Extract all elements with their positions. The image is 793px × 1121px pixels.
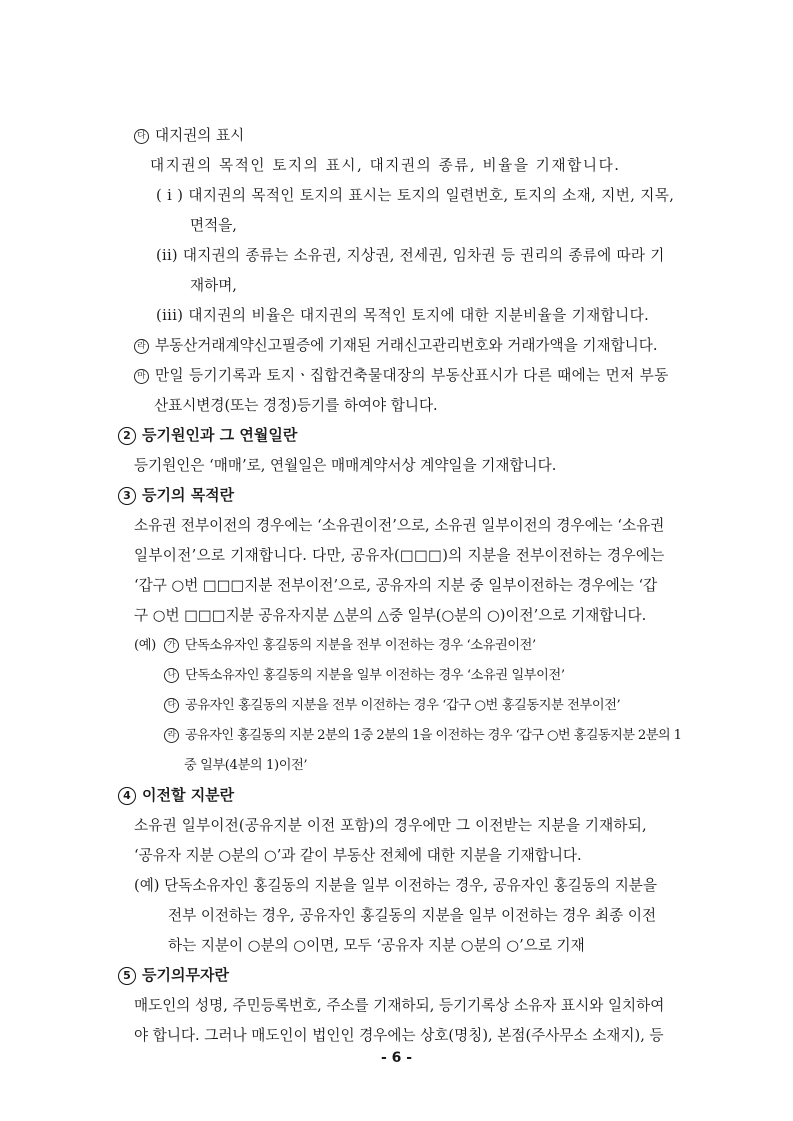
section-heading: 3 등기의 목적란 bbox=[118, 485, 234, 505]
body-text: ‘갑구 ○번 □□□지분 전부이전’으로, 공유자의 지분 중 일부이전하는 경우에는 ‘갑 bbox=[134, 577, 658, 594]
body-text: 소유권 일부이전(공유지분 이전 포함)의 경우에만 그 이전받는 지분을 기재하되, bbox=[134, 817, 647, 834]
body-text: (예) 단독소유자인 홍길동의 지분을 일부 이전하는 경우, 공유자인 홍길동의 지분을 bbox=[134, 877, 657, 894]
example-item: 라 공유자인 홍길동의 지분 2분의 1중 2분의 1을 이전하는 경우 ‘갑구 ○번 홍길동지분 2분의 1 bbox=[164, 726, 681, 746]
body-text: 대지권의 목적인 토지의 표시, 대지권의 종류, 비율을 기재합니다. bbox=[150, 157, 621, 174]
section-number: 5 bbox=[118, 967, 136, 985]
circled-marker: 마 bbox=[134, 369, 149, 384]
body-text: 매도인의 성명, 주민등록번호, 주소를 기재하되, 등기기록상 소유자 표시와 일치하여 bbox=[134, 997, 665, 1014]
circled-marker: 나 bbox=[164, 668, 179, 683]
body-text: 면적을, bbox=[190, 217, 237, 234]
body-text: 전부 이전하는 경우, 공유자인 홍길동의 지분을 일부 이전하는 경우 최종 이전 bbox=[168, 907, 657, 924]
body-text: 만일 등기기록과 토지ㆍ집합건축물대장의 부동산표시가 다른 때에는 먼저 부동 bbox=[155, 367, 669, 384]
circled-marker: 다 bbox=[134, 129, 149, 144]
body-text: 재하며, bbox=[190, 277, 237, 294]
list-item bbox=[134, 126, 244, 146]
body-text: 등기원인은 ‘매매’로, 연월일은 매매계약서상 계약일을 기재합니다. bbox=[134, 457, 557, 474]
section-number: 2 bbox=[118, 427, 136, 445]
circled-marker: 라 bbox=[164, 728, 179, 743]
body-text: 중 일부(4분의 1)이전’ bbox=[184, 758, 308, 773]
body-text: ‘공유자 지분 ○분의 ○’과 같이 부동산 전체에 대한 지분을 기재합니다. bbox=[134, 847, 582, 864]
body-text: 소유권 전부이전의 경우에는 ‘소유권이전’으로, 소유권 일부이전의 경우에는 ‘소유권 bbox=[134, 517, 665, 534]
circled-marker: 다 bbox=[164, 698, 179, 713]
section-heading: 4 이전할 지분란 bbox=[118, 785, 234, 805]
body-text: 일부이전’으로 기재합니다. 다만, 공유자(□□□)의 지분을 전부이전하는 경우에는 bbox=[134, 547, 665, 564]
list-item bbox=[134, 366, 669, 386]
body-text: 부동산거래계약신고필증에 기재된 거래신고관리번호와 거래가액을 기재합니다. bbox=[155, 337, 658, 354]
section-heading: 5 등기의무자란 bbox=[118, 965, 229, 985]
body-text: (iii) 대지권의 비율은 대지권의 목적인 토지에 대한 지분비율을 기재합니다. bbox=[156, 307, 650, 324]
body-text: 산표시변경(또는 경정)등기를 하여야 합니다. bbox=[154, 397, 438, 414]
subheading-text: 대지권의 표시 bbox=[155, 127, 245, 144]
section-number: 4 bbox=[118, 787, 136, 805]
section-heading: 2 등기원인과 그 연월일란 bbox=[118, 425, 297, 445]
body-text: ( i ) 대지권의 목적인 토지의 표시는 토지의 일련번호, 토지의 소재, 지번, 지목, bbox=[156, 187, 675, 204]
page-number: - 6 - bbox=[380, 1050, 413, 1066]
circled-marker: 가 bbox=[164, 638, 179, 653]
body-text: 하는 지분이 ○분의 ○이면, 모두 ‘공유자 지분 ○분의 ○’으로 기재 bbox=[168, 937, 585, 954]
body-text: (ii) 대지권의 종류는 소유권, 지상권, 전세권, 임차권 등 권리의 종류에 따라 기 bbox=[156, 247, 665, 264]
body-text: 야 합니다. 그러나 매도인이 법인인 경우에는 상호(명칭), 본점(주사무소 소재지), 등 bbox=[134, 1027, 664, 1044]
section-number: 3 bbox=[118, 487, 136, 505]
circled-marker: 라 bbox=[134, 339, 149, 354]
example-item: 나 단독소유자인 홍길동의 지분을 일부 이전하는 경우 ‘소유권 일부이전’ bbox=[164, 666, 565, 686]
body-text: 구 ○번 □□□지분 공유자지분 △분의 △중 일부(○분의 ○)이전’으로 기재합니다. bbox=[134, 607, 647, 624]
example-item: 다 공유자인 홍길동의 지분을 전부 이전하는 경우 ‘갑구 ○번 홍길동지분 전부이전’ bbox=[164, 696, 620, 716]
list-item bbox=[134, 336, 658, 356]
example-item: (예) 가 단독소유자인 홍길동의 지분을 전부 이전하는 경우 ‘소유권이전’ bbox=[134, 638, 536, 653]
